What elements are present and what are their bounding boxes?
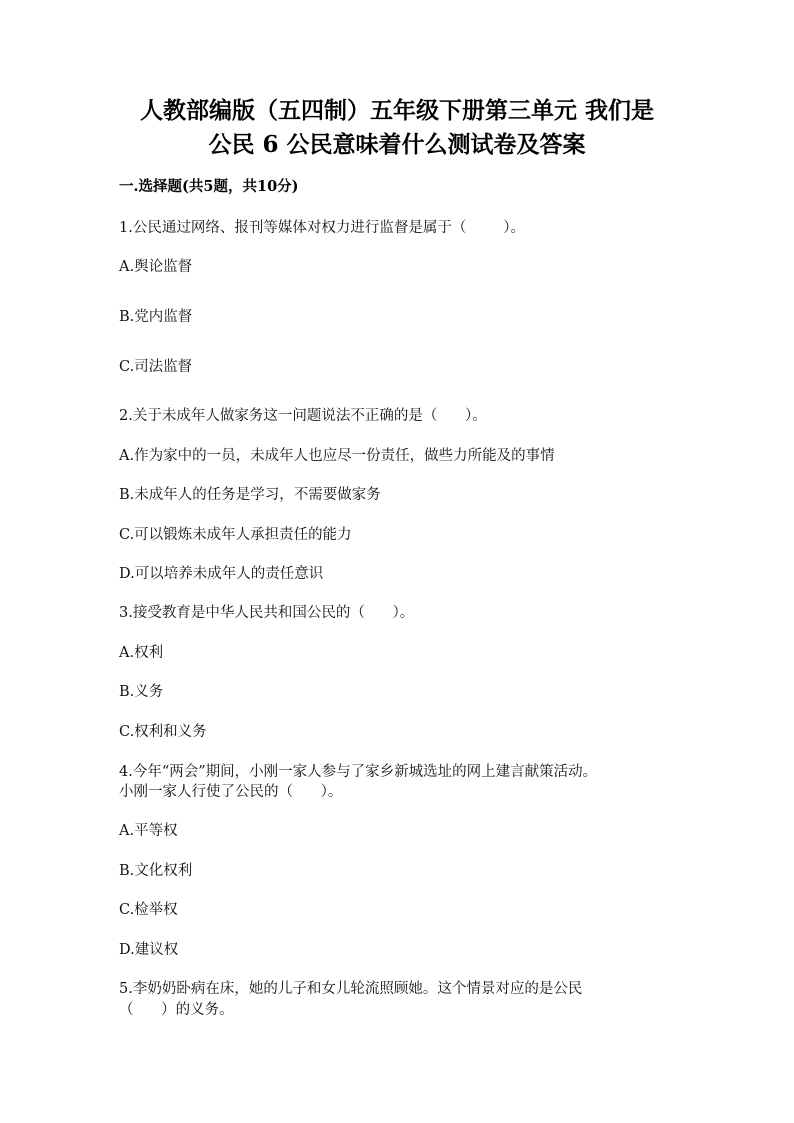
question-stem-line-2: 小刚一家人行使了公民的（ ）。 xyxy=(119,784,343,800)
option-a: A.舆论监督 xyxy=(119,259,193,275)
option-d: D.可以培养未成年人的责任意识 xyxy=(119,566,324,582)
section-heading: 一.选择题(共5题，共10分) xyxy=(119,178,299,195)
question-stem-line-1: 5.李奶奶卧病在床，她的儿子和女儿轮流照顾她。这个情景对应的是公民 xyxy=(119,981,583,997)
question-stem: 1.公民通过网络、报刊等媒体对权力进行监督是属于（ ）。 xyxy=(119,220,525,236)
option-b: B.未成年人的任务是学习，不需要做家务 xyxy=(119,487,381,503)
option-c: C.权利和义务 xyxy=(119,724,207,740)
option-a: A.平等权 xyxy=(119,823,178,839)
option-c: C.检举权 xyxy=(119,902,178,918)
option-a: A.权利 xyxy=(119,645,164,661)
document-title-line-2: 公民 6 公民意味着什么测试卷及答案 xyxy=(208,131,586,158)
option-c: C.司法监督 xyxy=(119,359,193,375)
question-stem: 2.关于未成年人做家务这一问题说法不正确的是（ ）。 xyxy=(119,408,487,424)
option-a: A.作为家中的一员，未成年人也应尽一份责任，做些力所能及的事情 xyxy=(119,448,555,464)
option-c: C.可以锻炼未成年人承担责任的能力 xyxy=(119,527,352,543)
question-stem-line-1: 4.今年“两会”期间，小刚一家人参与了家乡新城选址的网上建言献策活动。 xyxy=(119,764,598,780)
question-stem-line-2: （ ）的义务。 xyxy=(119,1002,234,1018)
document-title-line-1: 人教部编版（五四制）五年级下册第三单元 我们是 xyxy=(139,97,654,124)
question-stem: 3.接受教育是中华人民共和国公民的（ ）。 xyxy=(119,605,415,621)
option-b: B.义务 xyxy=(119,684,164,700)
option-d: D.建议权 xyxy=(119,942,179,958)
option-b: B.文化权利 xyxy=(119,863,193,879)
option-b: B.党内监督 xyxy=(119,309,193,325)
